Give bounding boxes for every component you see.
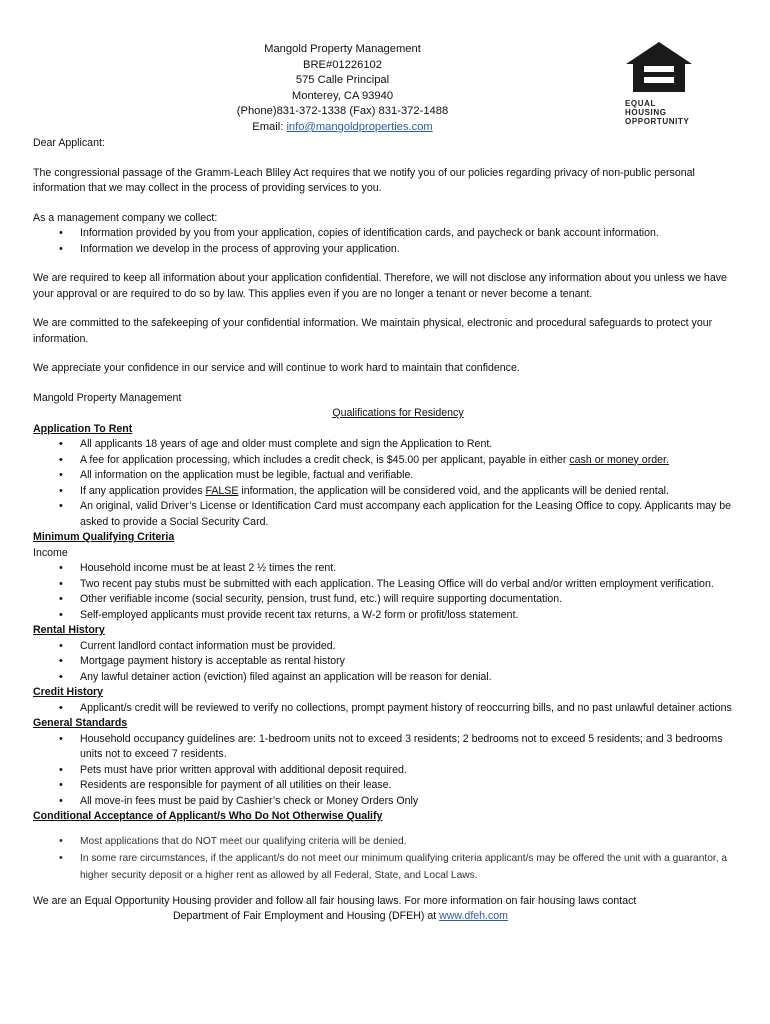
phone-fax: (Phone)831-372-1338 (Fax) 831-372-1488 bbox=[236, 105, 449, 118]
income-label: Income bbox=[33, 546, 68, 559]
list-item: • Most applications that do NOT meet our qualifying criteria will be denied. bbox=[33, 833, 743, 850]
salutation: Dear Applicant: bbox=[33, 137, 105, 149]
email-link[interactable]: info@mangoldproperties.com bbox=[286, 120, 433, 133]
list-item: • All move-in fees must be paid by Cashier’s check or Money Orders Only bbox=[33, 794, 743, 810]
list-item: • Household income must be at least 2 ½ times the rent. bbox=[33, 561, 743, 577]
dfeh-link[interactable]: www.dfeh.com bbox=[439, 910, 509, 922]
general-list bbox=[33, 732, 743, 810]
list-item: • Self-employed applicants must provide recent tax returns, a W-2 form or profit/loss statement. bbox=[33, 608, 743, 624]
conditional-list bbox=[33, 833, 743, 884]
application-list bbox=[33, 437, 743, 530]
income-list bbox=[33, 561, 743, 623]
heading-rental-history: Rental History bbox=[33, 624, 105, 636]
equal-housing-logo bbox=[622, 40, 698, 126]
signoff: Mangold Property Management bbox=[33, 391, 182, 404]
collect-list bbox=[33, 226, 743, 257]
heading-minimum-criteria: Minimum Qualifying Criteria bbox=[33, 531, 175, 543]
list-item-text: A fee for application processing, which includes a credit check, is $45.00 per applicant, payable in either bbox=[80, 453, 570, 466]
company-name: Mangold Property Management bbox=[264, 43, 421, 55]
paragraph-safeguards: We are committed to the safekeeping of your confidential information. We maintain physical, electronic and procedural safeguards to protect your information. bbox=[33, 317, 713, 345]
heading-application-to-rent: Application To Rent bbox=[33, 422, 133, 435]
license-number: BRE#01226102 bbox=[302, 58, 382, 71]
heading-conditional-acceptance: Conditional Acceptance of Applicant/s Who Do Not Otherwise Qualify bbox=[33, 810, 383, 822]
collect-intro: As a management company we collect: bbox=[33, 211, 218, 224]
list-item: • Information we develop in the process of approving your application. bbox=[33, 242, 743, 258]
false-emphasis: FALSE bbox=[205, 484, 239, 497]
paragraph-appreciate: We appreciate your confidence in our service and will continue to work hard to maintain that confidence. bbox=[33, 362, 520, 374]
email-label: Email: bbox=[252, 120, 287, 133]
footer-fair-housing: We are an Equal Opportunity Housing provider and follow all fair housing laws. For more information on fair housing laws contact bbox=[33, 894, 637, 907]
footer-dfeh bbox=[33, 909, 743, 925]
list-item: • Pets must have prior written approval with additional deposit required. bbox=[33, 763, 743, 779]
credit-list bbox=[33, 701, 743, 717]
list-item bbox=[33, 453, 743, 469]
list-item-text: information, the application will be considered void, and the applicants will be denied rental. bbox=[238, 484, 669, 497]
payment-methods: cash or money order. bbox=[569, 453, 669, 466]
email-line bbox=[190, 120, 495, 136]
street-address: 575 Calle Principal bbox=[295, 74, 390, 87]
list-item: • All applicants 18 years of age and older must complete and sign the Application to Rent. bbox=[33, 437, 743, 453]
list-item: • Residents are responsible for payment of all utilities on their lease. bbox=[33, 778, 743, 794]
list-item-text: If any application provides bbox=[80, 484, 206, 497]
letterhead bbox=[190, 42, 495, 136]
heading-general-standards: General Standards bbox=[33, 717, 128, 729]
paragraph-confidential: We are required to keep all information about your application confidential. Therefore, we will not disclose any information about you unless we have your approval or are required to do so by law. This applies even if you are no longer a tenant or never become a tenant. bbox=[33, 272, 727, 300]
footer-dfeh-text: Department of Fair Employment and Housing (DFEH) at bbox=[173, 910, 440, 922]
paragraph-glba: The congressional passage of the Gramm-Leach Bliley Act requires that we notify you of our policies regarding privacy of non-public personal information that we may collect in the process of providing services to you. bbox=[33, 166, 695, 194]
list-item: • All information on the application must be legible, factual and verifiable. bbox=[33, 468, 743, 484]
list-item: • An original, valid Driver’s License or Identification Card must accompany each application for the Leasing Office to copy. Applicants may be asked to provide a Social Security Card. bbox=[33, 499, 743, 530]
list-item bbox=[33, 484, 743, 500]
heading-credit-history: Credit History bbox=[33, 686, 104, 698]
list-item: • In some rare circumstances, if the applicant/s do not meet our minimum qualifying criteria applicant/s may be offered the unit with a guarantor, a higher security deposit or a higher rent as allowed by all Federal, State, and Local Laws. bbox=[33, 850, 743, 884]
list-item: • Any lawful detainer action (eviction) filed against an application will be reason for denial. bbox=[33, 670, 743, 686]
letter-body bbox=[33, 136, 743, 925]
list-item: • Two recent pay stubs must be submitted with each application. The Leasing Office will do verbal and/or written employment verification. bbox=[33, 577, 743, 593]
city-address: Monterey, CA 93940 bbox=[291, 89, 394, 102]
list-item: • Mortgage payment history is acceptable as rental history bbox=[33, 654, 743, 670]
equal-housing-house-icon bbox=[622, 40, 696, 94]
list-item: • Information provided by you from your application, copies of identification cards, and paycheck or bank account information. bbox=[33, 226, 743, 242]
rental-list bbox=[33, 639, 743, 686]
list-item: • Applicant/s credit will be reviewed to verify no collections, prompt payment history of reoccurring bills, and no past unlawful detainer actions bbox=[33, 701, 743, 717]
logo-line-2: OPPORTUNITY bbox=[625, 117, 690, 126]
logo-line-1: EQUAL HOUSING bbox=[625, 99, 667, 117]
qualifications-title: Qualifications for Residency bbox=[332, 407, 464, 419]
list-item: • Current landlord contact information must be provided. bbox=[33, 639, 743, 655]
list-item: • Household occupancy guidelines are: 1-bedroom units not to exceed 3 residents; 2 bedrooms not to exceed 5 residents; and 3 bedrooms units not to exceed 7 residents. bbox=[33, 732, 743, 763]
list-item: • Other verifiable income (social security, pension, trust fund, etc.) will require supporting documentation. bbox=[33, 592, 743, 608]
